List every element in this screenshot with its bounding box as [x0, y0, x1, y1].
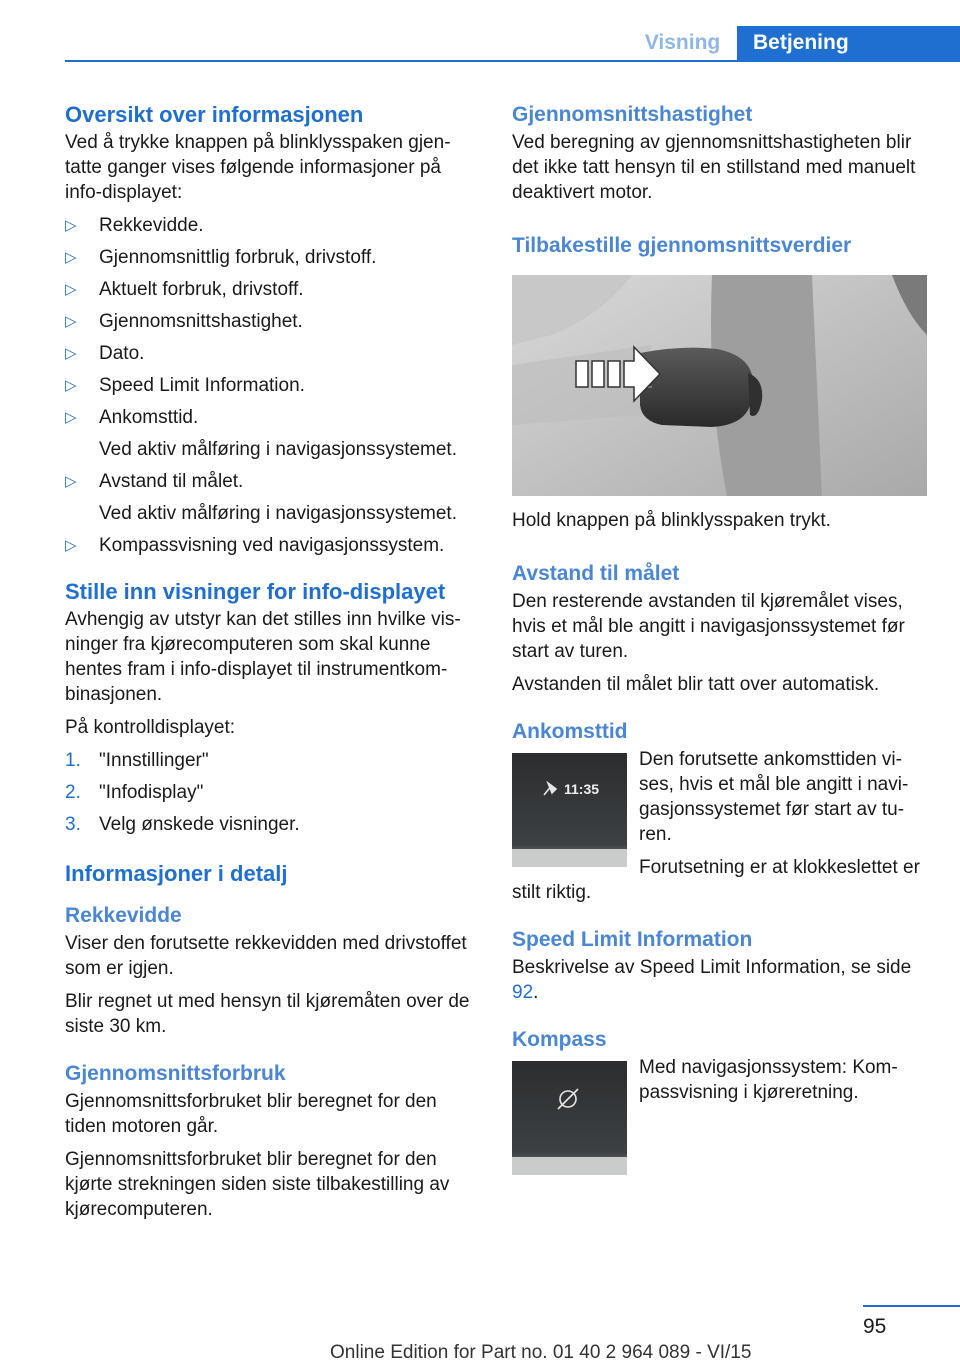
list-item: [65, 341, 480, 366]
paragraph-speed-limit: [512, 955, 930, 1005]
paragraph-oversikt: Ved å trykke knappen på blinklysspaken gjentatte ganger vises følgende informasjoner på info-displayet:: [65, 132, 451, 203]
arrival-time-text: 11:35: [564, 781, 600, 797]
speed-limit-text: Beskrivelse av Speed Limit Information, se side: [512, 957, 912, 978]
list-item-text: Speed Limit Information.: [99, 375, 305, 396]
page-number: 95: [863, 1315, 887, 1338]
turn-signal-lever-image: [512, 275, 927, 496]
list-item: [65, 533, 480, 558]
triangle-bullet-icon: ▷: [65, 217, 77, 234]
paragraph-rekkevidde-1: Viser den forutsette rekkevidden med drivstoffet som er igjen.: [65, 933, 467, 979]
triangle-bullet-icon: ▷: [65, 377, 77, 394]
step-item: [65, 748, 480, 773]
page-reference-link[interactable]: 92: [512, 982, 534, 1003]
triangle-bullet-icon: ▷: [65, 473, 77, 490]
heading-tilbakestille: Tilbakestille gjennomsnittsverdier: [512, 234, 852, 257]
list-item: [65, 373, 480, 398]
step-item: [65, 812, 480, 837]
list-item-text: Kompassvisning ved navigasjonssystem.: [99, 535, 445, 556]
list-item-text: Gjennomsnittshastighet.: [99, 311, 303, 332]
header-rule: [65, 60, 960, 62]
paragraph-stille-inn: Avhengig av utstyr kan det stilles inn hvilke visninger fra kjørecomputeren som skal kunne hentes fram i info-displayet til instrumentkombinasjonen.: [65, 609, 461, 705]
triangle-bullet-icon: ▷: [65, 313, 77, 330]
heading-gjennomsnittshastighet: Gjennomsnittshastighet: [512, 103, 753, 126]
footer-edition: Online Edition for Part no. 01 40 2 964 089 - VI/15: [330, 1342, 752, 1363]
list-item: [65, 277, 480, 302]
step-number: 3.: [65, 814, 81, 835]
tab-betjening[interactable]: Betjening: [737, 26, 960, 62]
triangle-bullet-icon: ▷: [65, 249, 77, 266]
kompass-block: [512, 1055, 930, 1181]
heading-stille-inn: Stille inn visninger for info-displayet: [65, 579, 446, 604]
paragraph-tilbakestille: Hold knappen på blinklysspaken trykt.: [512, 510, 831, 531]
list-item-text: Aktuelt forbruk, drivstoff.: [99, 279, 304, 300]
heading-informasjoner-detalj: Informasjoner i detalj: [65, 861, 288, 886]
compass-display-image: [512, 1061, 627, 1175]
tab-visning[interactable]: Visning: [644, 31, 721, 54]
paragraph-ankomsttid-1: Den forutsette ankomsttiden vises, hvis et mål ble angitt i navigasjonssystemet før start av turen.: [639, 749, 909, 845]
step-number: 2.: [65, 782, 81, 803]
arrival-time-display-image: [512, 753, 627, 867]
list-item-subtext: Ved aktiv målføring i navigasjonssystemet.: [99, 439, 457, 460]
paragraph-hastighet: Ved beregning av gjennomsnittshastigheten blir det ikke tatt hensyn til en stillstand med manuelt deaktivert motor.: [512, 132, 916, 203]
triangle-bullet-icon: ▷: [65, 345, 77, 362]
ankomsttid-block: [512, 747, 930, 913]
paragraph-forbruk-2: Gjennomsnittsforbruket blir beregnet for den kjørte strekningen siden siste tilbakestilling av kjørecomputeren.: [65, 1149, 450, 1220]
list-item: [65, 213, 480, 238]
heading-oversikt: Oversikt over informasjonen: [65, 102, 364, 127]
paragraph-forbruk-1: Gjennomsnittsforbruket blir beregnet for den tiden motoren går.: [65, 1091, 437, 1137]
heading-gjennomsnittsforbruk: Gjennomsnittsforbruk: [65, 1062, 286, 1085]
triangle-bullet-icon: ▷: [65, 409, 77, 426]
list-item-text: Gjennomsnittlig forbruk, drivstoff.: [99, 247, 377, 268]
list-item-subtext: Ved aktiv målføring i navigasjonssystemet.: [99, 503, 457, 524]
heading-kompass: Kompass: [512, 1028, 607, 1051]
triangle-bullet-icon: ▷: [65, 281, 77, 298]
right-column: [512, 100, 930, 1181]
step-text: "Innstillinger": [99, 750, 209, 771]
speed-limit-text-end: .: [533, 982, 539, 1003]
list-item: [65, 309, 480, 334]
left-column: [65, 100, 480, 1230]
info-list: [65, 213, 480, 558]
step-text: "Infodisplay": [99, 782, 204, 803]
paragraph-ankomsttid-2: Forutsetning er at klokkeslettet er stilt riktig.: [512, 857, 920, 903]
paragraph-kontrolldisplay: På kontrolldisplayet:: [65, 717, 236, 738]
list-item-text: Rekkevidde.: [99, 215, 204, 236]
step-number: 1.: [65, 750, 81, 771]
triangle-bullet-icon: ▷: [65, 537, 77, 554]
heading-speed-limit: Speed Limit Information: [512, 928, 753, 951]
list-item-text: Dato.: [99, 343, 145, 364]
list-item-text: Avstand til målet.: [99, 471, 244, 492]
heading-avstand-til-malet: Avstand til målet: [512, 562, 680, 585]
heading-ankomsttid: Ankomsttid: [512, 720, 628, 743]
list-item-text: Ankomsttid.: [99, 407, 199, 428]
step-item: [65, 780, 480, 805]
paragraph-avstand-2: Avstanden til målet blir tatt over automatisk.: [512, 674, 880, 695]
heading-rekkevidde: Rekkevidde: [65, 904, 182, 927]
paragraph-avstand-1: Den resterende avstanden til kjøremålet vises, hvis et mål ble angitt i navigasjonssystemet før start av turen.: [512, 591, 905, 662]
footer-rule: [863, 1305, 960, 1307]
list-item: [65, 405, 480, 462]
list-item: [65, 469, 480, 526]
step-text: Velg ønskede visninger.: [99, 814, 300, 835]
steps-list: [65, 748, 480, 837]
paragraph-kompass: Med navigasjonssystem: Kompassvisning i kjøreretning.: [639, 1057, 898, 1103]
paragraph-rekkevidde-2: Blir regnet ut med hensyn til kjøremåten over de siste 30 km.: [65, 991, 470, 1037]
list-item: [65, 245, 480, 270]
